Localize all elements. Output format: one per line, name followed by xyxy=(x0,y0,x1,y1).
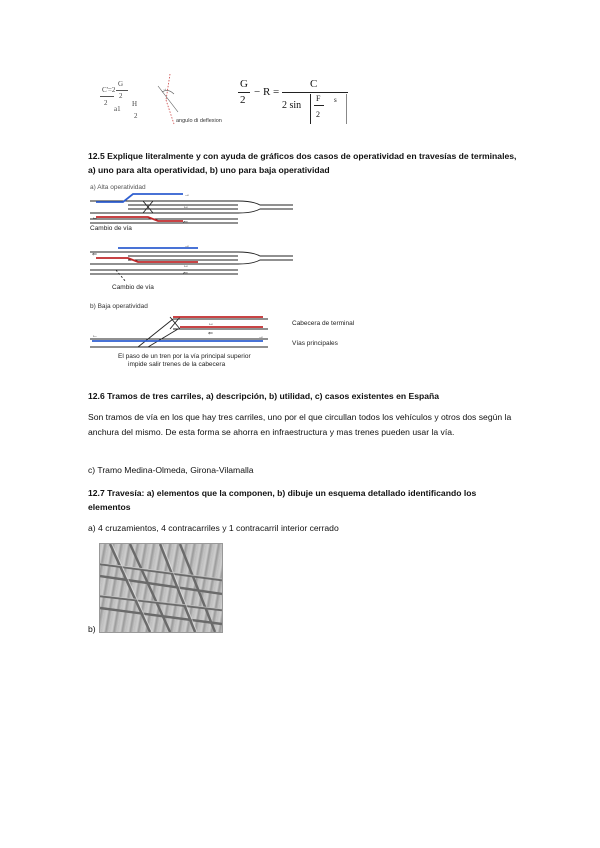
svg-text:→: → xyxy=(184,243,190,249)
diagram3-label-right1: Cabecera de terminal xyxy=(292,320,355,327)
formula-row xyxy=(88,72,348,132)
q127-answer-b: b) xyxy=(88,624,96,634)
diagram-alta-2 xyxy=(88,242,308,294)
eq-rhs-num: C xyxy=(310,78,318,90)
svg-text:↔: ↔ xyxy=(183,263,189,269)
formula-left-den1: 2 xyxy=(104,99,108,107)
q126-heading: 12.6 Tramos de tres carriles, a) descripción, b) utilidad, c) casos existentes en España xyxy=(88,391,440,401)
formula-left-den5: 2 xyxy=(134,112,138,120)
crossing-photo xyxy=(99,543,223,633)
svg-text:→: → xyxy=(184,192,190,198)
formula-left-den3: a1 xyxy=(114,105,121,113)
eq-rhs-frac-bar xyxy=(314,105,324,106)
q126-answer-c: c) Tramo Medina-Olmeda, Girona-Vilamalla xyxy=(88,465,254,475)
formula-left-bar1 xyxy=(100,96,114,97)
eq-lhs-bar xyxy=(238,92,250,93)
q125-heading: 12.5 Explique literalmente y con ayuda de gráficos dos casos de operatividad en travesías de terminales, a) uno para alta operatividad, b) uno para baja operatividad xyxy=(88,151,517,175)
formula-left-bar2 xyxy=(116,90,128,91)
eq-rhs-frac-num: F xyxy=(316,94,321,103)
svg-text:↔: ↔ xyxy=(183,204,189,210)
q127-heading: 12.7 Travesía: a) elementos que la componen, b) dibuje un esquema detallado identificando los elementos xyxy=(88,488,477,512)
eq-bracket xyxy=(310,94,311,124)
diagram-alta-1 xyxy=(88,183,308,241)
q127-answer-a: a) 4 cruzamientos, 4 contracarriles y 1 contracarril interior cerrado xyxy=(88,523,339,533)
svg-text:←: ← xyxy=(92,215,98,221)
eq-rhs-bar xyxy=(282,92,348,93)
formula-left-num2: G xyxy=(118,80,124,88)
crossing-photo-rails xyxy=(100,544,222,632)
diagram3-caption-line2: impide salir trenes de la cabecera xyxy=(128,361,226,368)
svg-text:↔: ↔ xyxy=(208,321,214,327)
diagram2-label-bottom: Cambio de vía xyxy=(112,284,154,291)
sketch-label: angulo di deflexion xyxy=(176,118,222,124)
diagram3-label-top: b) Baja operatividad xyxy=(90,303,148,310)
diagram3-label-right2: Vías principales xyxy=(292,340,338,347)
diagram1-label-bottom: Cambio de vía xyxy=(90,225,132,232)
q126-body: Son tramos de vía en los que hay tres carriles, uno por el que circullan todos los vehículos y otros dos según la anchura del mismo. De esta forma se ahorra en infraestructura y mas trenes pueden usar la vía. xyxy=(88,412,512,437)
diagram3-caption-line1: El paso de un tren por la vía principal superior xyxy=(118,353,251,360)
eq-minus-r: − R = xyxy=(254,86,280,98)
main-equation xyxy=(238,78,348,128)
formula-left-den4: H xyxy=(132,100,138,108)
svg-text:←: ← xyxy=(92,333,98,339)
diagram1-label-top: a) Alta operatividad xyxy=(90,184,146,191)
svg-text:⇐: ⇐ xyxy=(183,220,189,226)
eq-lhs-num: G xyxy=(240,78,248,90)
diagram1-tracks xyxy=(88,183,308,241)
svg-text:→: → xyxy=(162,87,167,92)
eq-rhs-frac-den: 2 xyxy=(316,110,320,119)
svg-text:→: → xyxy=(258,334,264,340)
svg-text:⇐: ⇐ xyxy=(208,331,214,337)
diagram-baja xyxy=(88,303,388,373)
formula-left-num1: C'=2 xyxy=(102,86,116,94)
svg-text:⇐: ⇐ xyxy=(92,252,98,258)
eq-lhs-den: 2 xyxy=(240,94,246,106)
formula-left-den2: 2 xyxy=(119,92,123,100)
svg-text:⇐: ⇐ xyxy=(183,271,189,277)
eq-rhs-den-prefix: 2 sin xyxy=(282,100,302,111)
eq-bracket-right xyxy=(346,94,347,124)
eq-rhs-extra: s xyxy=(334,96,337,104)
